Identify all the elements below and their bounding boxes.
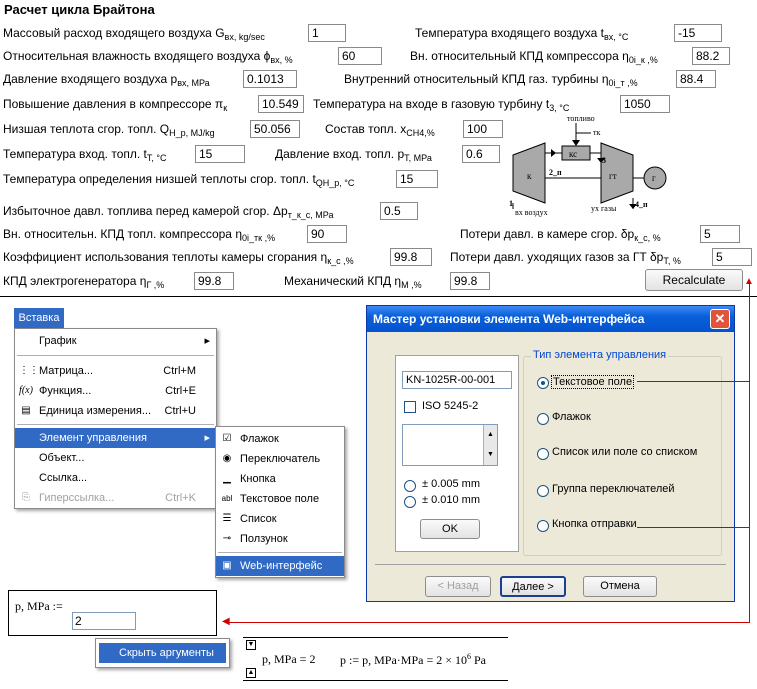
comp-eff-input[interactable]: 88.2 — [692, 47, 730, 65]
region-label: p, MPa := — [15, 599, 63, 613]
radio-icon: ◉ — [222, 453, 232, 464]
excess-press-input[interactable]: 0.5 — [380, 202, 418, 220]
connector-line — [228, 622, 750, 623]
cc-loss-label: Потери давл. в камере сгор. $\delta p_{к\_с, \%}$ — [460, 227, 661, 243]
fuel-comp-input[interactable]: 100 — [463, 120, 503, 138]
matrix-icon: ⋮⋮ — [19, 365, 39, 376]
lhv-temp-input[interactable]: 15 — [396, 170, 438, 188]
arrow-up-icon: ▲ — [744, 276, 754, 287]
preview-checkbox-label: ISO 5245-2 — [422, 400, 479, 412]
temp-in-input[interactable]: -15 — [674, 24, 722, 42]
option-submit-radio[interactable] — [537, 520, 549, 532]
insert-menu-header[interactable]: Вставка — [14, 308, 64, 328]
scrollbar-icon: ▲ ▼ — [483, 425, 497, 465]
recalculate-button[interactable]: Recalculate — [645, 269, 743, 291]
fuel-press-input[interactable]: 0.6 — [462, 145, 500, 163]
connector-line — [637, 527, 750, 528]
press-ratio-input[interactable]: 10.549 — [258, 95, 304, 113]
node-3: 3 — [602, 156, 606, 165]
region-context-menu — [95, 638, 230, 668]
option-radiogroup-radio[interactable] — [537, 485, 549, 497]
unit-icon: ▤ — [21, 405, 31, 416]
wizard-title: Мастер установки элемента Web-интерфейса — [367, 306, 734, 332]
expand-icon[interactable]: ▲ — [247, 669, 255, 676]
fuel-comp-eff-label: Вн. относительн. КПД топл. компрессора $\eta_{0i\_тк ,\%}$ — [3, 227, 276, 243]
kc-label: кс — [569, 149, 578, 159]
k-label: к — [527, 171, 532, 181]
next-button[interactable]: Далее > — [500, 576, 566, 597]
submenu-item-textbox[interactable]: abl Текстовое поле — [221, 493, 320, 505]
slider-icon: ⊸ — [222, 533, 232, 544]
fuel-label: топливо — [567, 114, 595, 123]
option-list-label[interactable]: Список или поле со списком — [552, 446, 698, 458]
region-input[interactable]: 2 — [72, 612, 136, 630]
preview-pane — [395, 355, 519, 552]
collapse-icon[interactable]: ▼ — [247, 641, 255, 648]
textbox-icon: abl — [221, 494, 233, 503]
gen-eff-input[interactable]: 99.8 — [194, 272, 234, 290]
menu-item-hyperlink: ⎘ Гиперссылка... Ctrl+K — [15, 488, 216, 508]
result-mid: p := p, $MPa\cdot MPa = 2 \times 10^6$ Pa — [340, 652, 486, 667]
excess-press-label: Избыточное давл. топлива перед камерой сгор. $\Delta p_{т\_к\_с, МРа}$ — [3, 204, 334, 220]
option-submit-label[interactable]: Кнопка отправки — [552, 518, 637, 530]
connector-line — [749, 283, 750, 623]
turb-eff-input[interactable]: 88.4 — [676, 70, 716, 88]
gt-label: гт — [609, 171, 617, 181]
submenu-item-button[interactable]: ▁ Кнопка — [216, 469, 344, 489]
humidity-label: Относительная влажность входящего воздуха $\phi_{вх, \%}$ — [3, 49, 293, 65]
result-left: p, MPa = 2 — [262, 652, 316, 666]
exh-loss-input[interactable]: 5 — [712, 248, 752, 266]
cc-loss-input[interactable]: 5 — [700, 225, 740, 243]
list-icon: ☰ — [222, 513, 232, 524]
mech-eff-label: Механический КПД $\eta_{М ,\%}$ — [284, 274, 422, 290]
preview-checkbox — [404, 401, 416, 413]
preview-radio-1-label: ± 0.005 mm — [422, 478, 481, 490]
web-icon: ▣ — [222, 560, 232, 571]
comp-eff-label: Вн. относительный КПД компрессора $\eta_{0i\_к ,\%}$ — [410, 49, 658, 65]
option-textfield-radio[interactable] — [537, 377, 549, 389]
fuel-comp-eff-input[interactable]: 90 — [307, 225, 347, 243]
submenu-item-slider[interactable]: ⊸ Ползунок — [216, 529, 344, 549]
submenu-item-checkbox[interactable]: ☑ Флажок — [216, 429, 344, 449]
g-label: г — [652, 173, 656, 183]
fuel-temp-input[interactable]: 15 — [195, 145, 245, 163]
button-icon: ▁ — [223, 473, 231, 484]
fuel-comp-label: Состав топл. $x_{CH4,\%}$ — [325, 122, 435, 138]
arrow-left-icon: ◀ — [222, 616, 230, 627]
lhv-label: Низшая теплота сгор. топл. $Q_{Н\_р, MJ/kg}$ — [3, 122, 215, 138]
control-type-group-label: Тип элемента управления — [533, 349, 667, 361]
preview-radio-2-label: ± 0.010 mm — [422, 494, 481, 506]
turb-eff-label: Внутренний относительный КПД газ. турбины $\eta_{0i\_т ,\%}$ — [344, 72, 638, 88]
lhv-temp-label: Температура определения низшей теплоты сгор. топл. $t_{QН\_р, ^\circ C}$ — [3, 172, 355, 188]
press-ratio-label: Повышение давления в компрессоре $\pi_к$ — [3, 97, 228, 113]
gas-label: ух газы — [591, 204, 617, 213]
menu-item-link[interactable]: Ссылка... — [39, 472, 88, 484]
heat-use-input[interactable]: 99.8 — [390, 248, 432, 266]
page-title: Расчет цикла Брайтона — [4, 2, 155, 17]
fuel-press-label: Давление вход. топл. $p_{Т, МРа}$ — [275, 147, 432, 163]
menu-item-function[interactable]: f(x) Функция... Ctrl+E — [19, 385, 196, 397]
gen-eff-label: КПД электрогенератора $\eta_{Г ,\%}$ — [3, 274, 165, 290]
preview-listbox — [402, 424, 498, 466]
temp-in-label: Температура входящего воздуха $t_{вх, ^\circ C}$ — [415, 26, 629, 42]
close-icon[interactable]: ✕ — [710, 309, 730, 329]
preview-radio-2 — [404, 496, 416, 508]
preview-text-field: KN-1025R-00-001 — [402, 371, 512, 389]
hyperlink-icon: ⎘ — [22, 492, 30, 503]
mech-eff-input[interactable]: 99.8 — [450, 272, 490, 290]
option-checkbox-radio[interactable] — [537, 413, 549, 425]
option-list-radio[interactable] — [537, 448, 549, 460]
mass-flow-input[interactable]: 1 — [308, 24, 346, 42]
insert-menu — [14, 328, 217, 509]
turb-in-temp-label: Температура на входе в газовую турбину $t_{3, ^\circ C}$ — [313, 97, 570, 113]
math-region — [8, 590, 217, 636]
region-divider — [0, 296, 757, 297]
turb-in-temp-input[interactable]: 1050 — [620, 95, 670, 113]
hide-arguments-item[interactable]: Скрыть аргументы — [99, 643, 226, 663]
preview-radio-1 — [404, 480, 416, 492]
mass-flow-label: Массовый расход входящего воздуха $G_{вх, kg/sec}$ — [3, 26, 265, 42]
checkbox-icon: ☑ — [222, 433, 232, 444]
option-radiogroup-label[interactable]: Группа переключателей — [552, 483, 675, 495]
turbine-shape — [601, 143, 633, 203]
menu-item-unit[interactable]: ▤ Единица измерения... Ctrl+U — [15, 401, 216, 421]
control-submenu — [215, 426, 345, 578]
heat-use-label: Коэффициент использования теплоты камеры сгорания $\eta_{к\_с ,\%}$ — [3, 250, 354, 266]
exh-loss-label: Потери давл. уходящих газов за ГТ $\delta p_{Т, \%}$ — [450, 250, 681, 266]
air-label: вх воздух — [515, 208, 548, 217]
menu-item-graph[interactable]: График ▸ — [39, 335, 210, 347]
node-2: 2_п — [549, 168, 562, 177]
submenu-item-web[interactable]: ▣ Web-интерфейс — [216, 556, 344, 576]
back-button[interactable]: < Назад — [425, 576, 491, 597]
humidity-input[interactable]: 60 — [338, 47, 382, 65]
web-control-wizard — [366, 305, 735, 602]
node-4: 4_п — [635, 200, 648, 209]
node-1: 1 — [509, 199, 513, 208]
function-icon: f(x) — [19, 385, 33, 396]
option-checkbox-label[interactable]: Флажок — [552, 411, 591, 423]
lhv-input[interactable]: 50.056 — [250, 120, 300, 138]
menu-item-object[interactable]: Объект... — [39, 452, 85, 464]
pressure-in-label: Давление входящего воздуха $p_{вх, МРа}$ — [3, 72, 210, 88]
connector-line — [637, 381, 750, 382]
tk-label: тк — [593, 128, 601, 137]
menu-item-matrix[interactable]: ⋮⋮ Матрица... Ctrl+M — [19, 365, 196, 377]
cycle-diagram — [505, 113, 680, 218]
cancel-button[interactable]: Отмена — [583, 576, 657, 597]
option-textfield-label[interactable]: Текстовое поле — [553, 376, 633, 388]
preview-ok-button: OK — [420, 519, 480, 539]
menu-item-control[interactable]: Элемент управления ▸ — [15, 428, 216, 448]
submenu-item-radio[interactable]: ◉ Переключатель — [216, 449, 344, 469]
pressure-in-input[interactable]: 0.1013 — [243, 70, 297, 88]
fuel-temp-label: Температура вход. топл. $t_{Т, ^\circ C}$ — [3, 147, 167, 163]
submenu-item-list[interactable]: ☰ Список — [216, 509, 344, 529]
